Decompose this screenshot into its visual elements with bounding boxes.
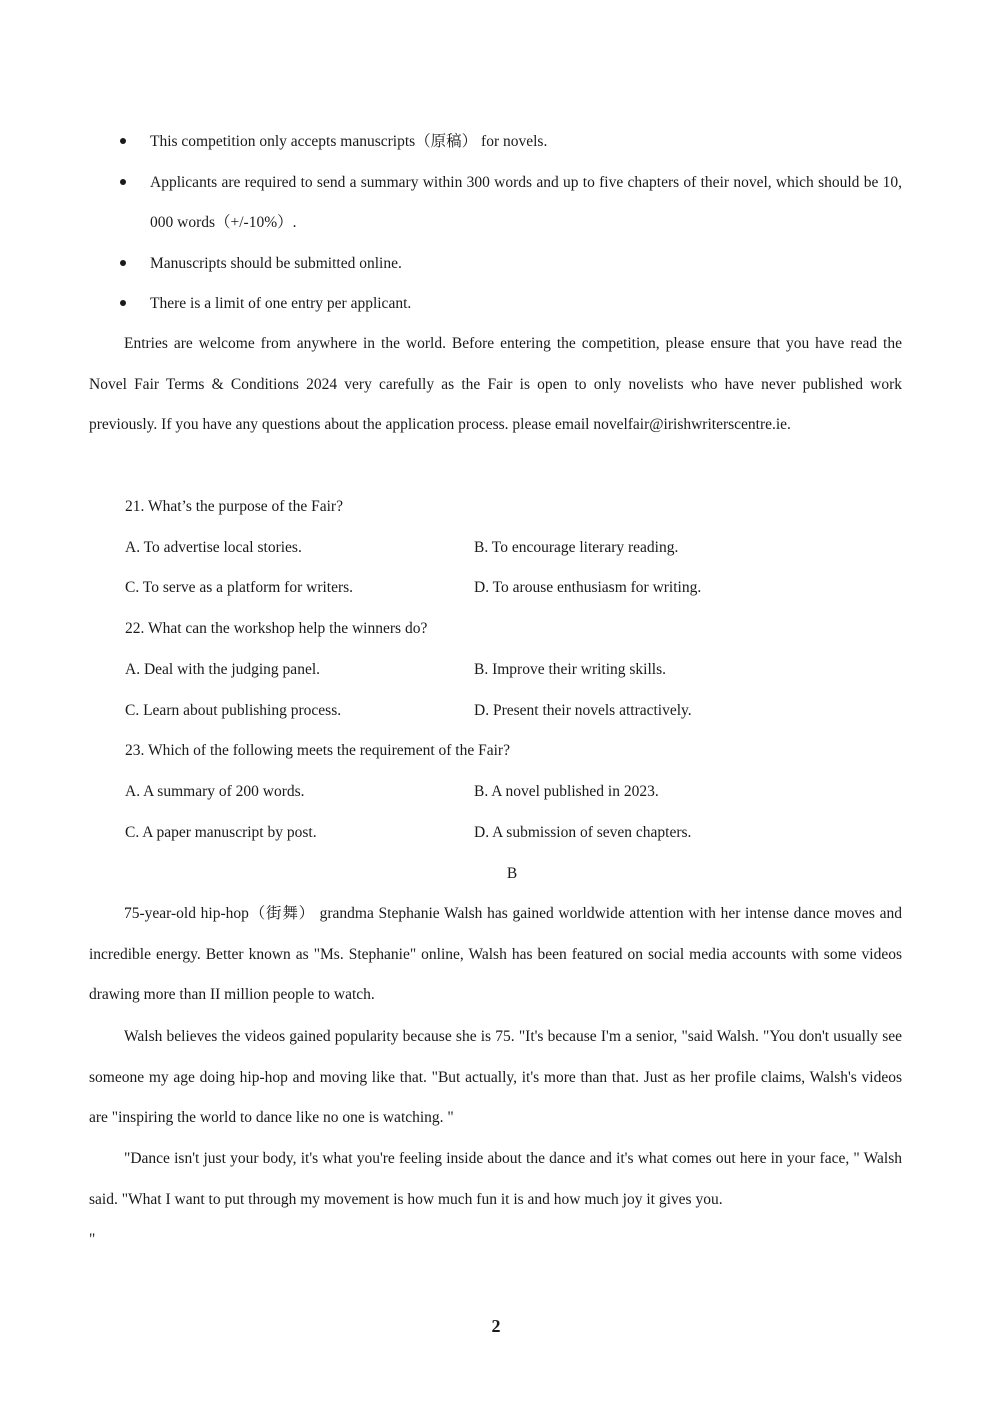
- requirement-item: [0, 244, 992, 285]
- requirement-text: Manuscripts should be submitted online.: [150, 254, 402, 272]
- q22-option-d: D. Present their novels attractively.: [474, 702, 692, 719]
- q21-option-a: A. To advertise local stories.: [125, 539, 302, 556]
- requirement-text: There is a limit of one entry per applicant.: [150, 295, 412, 312]
- requirement-item: [0, 122, 992, 163]
- passage-b-paragraph: 75-year-old hip-hop（街舞） grandma Stephanie Walsh has gained worldwide attention with her intense dance moves and incredible energy. Better known as "Ms. Stephanie" online, Walsh has been featured on social media accounts with some videos drawing more than II million people to watch.: [89, 905, 902, 1004]
- intro-paragraph: Entries are welcome from anywhere in the world. Before entering the competition, please ensure that you have read the Novel Fair Terms & Conditions 2024 very carefully as the Fair is open to only novelists who have never published work previously. If you have any questions about the application process. please email novelfair@irishwriterscentre.ie.: [89, 335, 902, 434]
- q23-option-a: A. A summary of 200 words.: [125, 783, 305, 800]
- question-21: 21. What’s the purpose of the Fair?: [125, 498, 343, 515]
- question-22: 22. What can the workshop help the winners do?: [125, 620, 428, 637]
- requirements-list: [0, 122, 992, 325]
- bullet-dot-icon: [120, 138, 126, 144]
- q21-option-c: C. To serve as a platform for writers.: [125, 579, 354, 596]
- bullet-dot-icon: [120, 260, 126, 266]
- page-number: 2: [491, 1316, 501, 1336]
- q23-option-d: D. A submission of seven chapters.: [474, 824, 692, 841]
- q21-option-b: B. To encourage literary reading.: [474, 539, 679, 556]
- section-heading: B: [506, 865, 518, 882]
- bullet-dot-icon: [120, 300, 126, 306]
- requirement-text: This competition only accepts manuscripts（原稿） for novels.: [150, 133, 548, 150]
- passage-b-paragraph: "Dance isn't just your body, it's what you're feeling inside about the dance and it's what comes out here in your face, " Walsh said. "What I want to put through my movement is how much fun it is and how much joy it gives you.: [89, 1150, 902, 1208]
- requirement-text: Applicants are required to send a summary within 300 words and up to five chapters of their novel, which should be 10, 000 words（+/-10%）.: [150, 173, 902, 231]
- requirement-item: [0, 284, 992, 325]
- q22-option-b: B. Improve their writing skills.: [474, 661, 667, 678]
- bullet-dot-icon: [120, 179, 126, 185]
- q23-option-c: C. A paper manuscript by post.: [125, 824, 317, 841]
- q22-option-c: C. Learn about publishing process.: [125, 702, 342, 719]
- question-23: 23. Which of the following meets the requirement of the Fair?: [125, 742, 510, 759]
- q21-option-d: D. To arouse enthusiasm for writing.: [474, 579, 702, 596]
- passage-b-paragraph: Walsh believes the videos gained popularity because she is 75. "It's because I'm a senior, "said Walsh. "You don't usually see someone my age doing hip-hop and moving like that. "But actually, it's more than that. Just as her profile claims, Walsh's videos are "inspiring the world to dance like no one is watching. ": [89, 1028, 902, 1127]
- closing-quote-mark: ": [89, 1231, 96, 1248]
- q23-option-b: B. A novel published in 2023.: [474, 783, 659, 800]
- q22-option-a: A. Deal with the judging panel.: [125, 661, 320, 678]
- requirement-item: [0, 163, 992, 244]
